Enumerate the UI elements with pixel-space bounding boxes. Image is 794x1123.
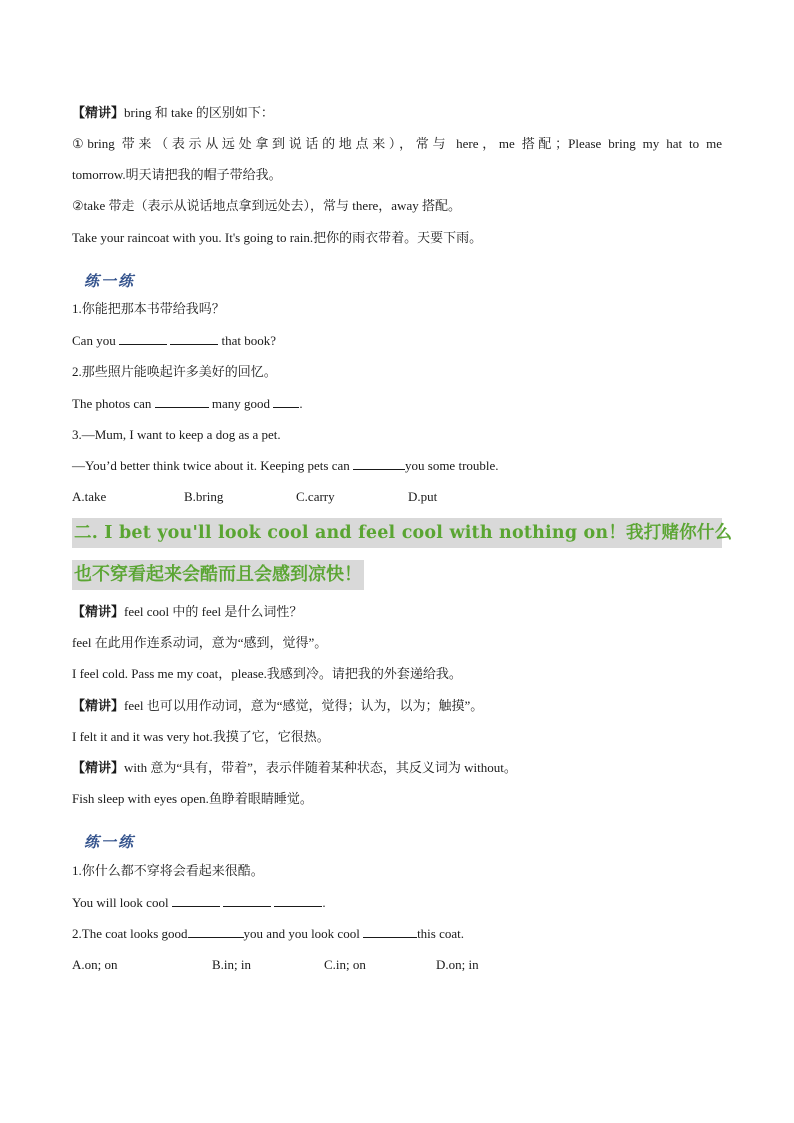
felt-example-line: I felt it and it was very hot.我摸了它，它很热。 — [72, 729, 330, 744]
practice-label-1: 练一练 — [84, 272, 136, 290]
option-c[interactable]: C.carry — [296, 489, 335, 504]
intro-text: bring 和 take 的区别如下： — [124, 105, 274, 120]
answer-blank[interactable] — [273, 395, 299, 408]
with-explanation-line: 【精讲】with 意为“具有，带着”，表示伴随着某种状态，其反义词为 without。 — [72, 760, 517, 775]
answer-blank[interactable] — [170, 332, 218, 345]
jingjiang-tag: 【精讲】 — [72, 105, 125, 120]
answer-blank[interactable] — [223, 894, 271, 907]
feel-verb-line: 【精讲】feel 也可以用作动词，意为“感觉，觉得；认为，以为；触摸”。 — [72, 698, 484, 713]
feel-linking-verb-line: feel 在此用作连系动词，意为“感到，觉得”。 — [72, 635, 328, 650]
option-a[interactable]: A.on; on — [72, 957, 118, 972]
take-example-line: Take your raincoat with you. It's going to rain.把你的雨衣带着。天要下雨。 — [72, 230, 483, 245]
answer-blank[interactable] — [363, 925, 417, 938]
bring-example-line: tomorrow.明天请把我的帽子带给我。 — [72, 167, 282, 182]
section2-heading-line1: 二. I bet you'll look cool and feel cool with nothing on！我打赌你什么 — [72, 518, 722, 548]
practice1-q1-answer: Can you that book? — [72, 333, 276, 348]
answer-blank[interactable] — [172, 894, 220, 907]
practice1-q3: 3.—Mum, I want to keep a dog as a pet. — [72, 427, 281, 442]
bring-explanation-line: ①bring 带来（表示从远处拿到说话的地点来），常与 here，me 搭配；Please bring my hat to me — [72, 136, 722, 151]
answer-blank[interactable] — [119, 332, 167, 345]
option-b[interactable]: B.bring — [184, 489, 224, 504]
feel-example-line: I feel cold. Pass me my coat，please.我感到冷。请把我的外套递给我。 — [72, 666, 462, 681]
answer-blank[interactable] — [353, 457, 405, 470]
option-c[interactable]: C.in; on — [324, 957, 366, 972]
with-example-line: Fish sleep with eyes open.鱼睁着眼睛睡觉。 — [72, 791, 313, 806]
option-d[interactable]: D.put — [408, 489, 438, 504]
practice2-q2: 2.The coat looks good you and you look cool this coat. — [72, 926, 464, 941]
answer-blank[interactable] — [188, 925, 244, 938]
intro-line — [72, 104, 722, 122]
feel-question-line: 【精讲】feel cool 中的 feel 是什么词性？ — [72, 604, 303, 619]
option-a[interactable]: A.take — [72, 489, 107, 504]
option-d[interactable]: D.on; in — [436, 957, 479, 972]
option-b[interactable]: B.in; in — [212, 957, 252, 972]
answer-blank[interactable] — [274, 894, 322, 907]
section2-heading-line2: 也不穿看起来会酷而且会感到凉快！ — [72, 560, 364, 590]
practice2-q1: 1.你什么都不穿将会看起来很酷。 — [72, 863, 264, 878]
practice2-q1-answer: You will look cool . — [72, 895, 326, 910]
practice1-q3-answer: —You’d better think twice about it. Keeping pets can you some trouble. — [72, 458, 499, 473]
answer-blank[interactable] — [155, 395, 209, 408]
practice1-q1: 1.你能把那本书带给我吗？ — [72, 301, 225, 316]
practice1-q2: 2.那些照片能唤起许多美好的回忆。 — [72, 364, 277, 379]
take-explanation-line: ②take 带走（表示从说话地点拿到远处去），常与 there，away 搭配。 — [72, 198, 461, 213]
practice1-q2-answer: The photos can many good . — [72, 396, 303, 411]
practice-label-2: 练一练 — [84, 833, 136, 851]
